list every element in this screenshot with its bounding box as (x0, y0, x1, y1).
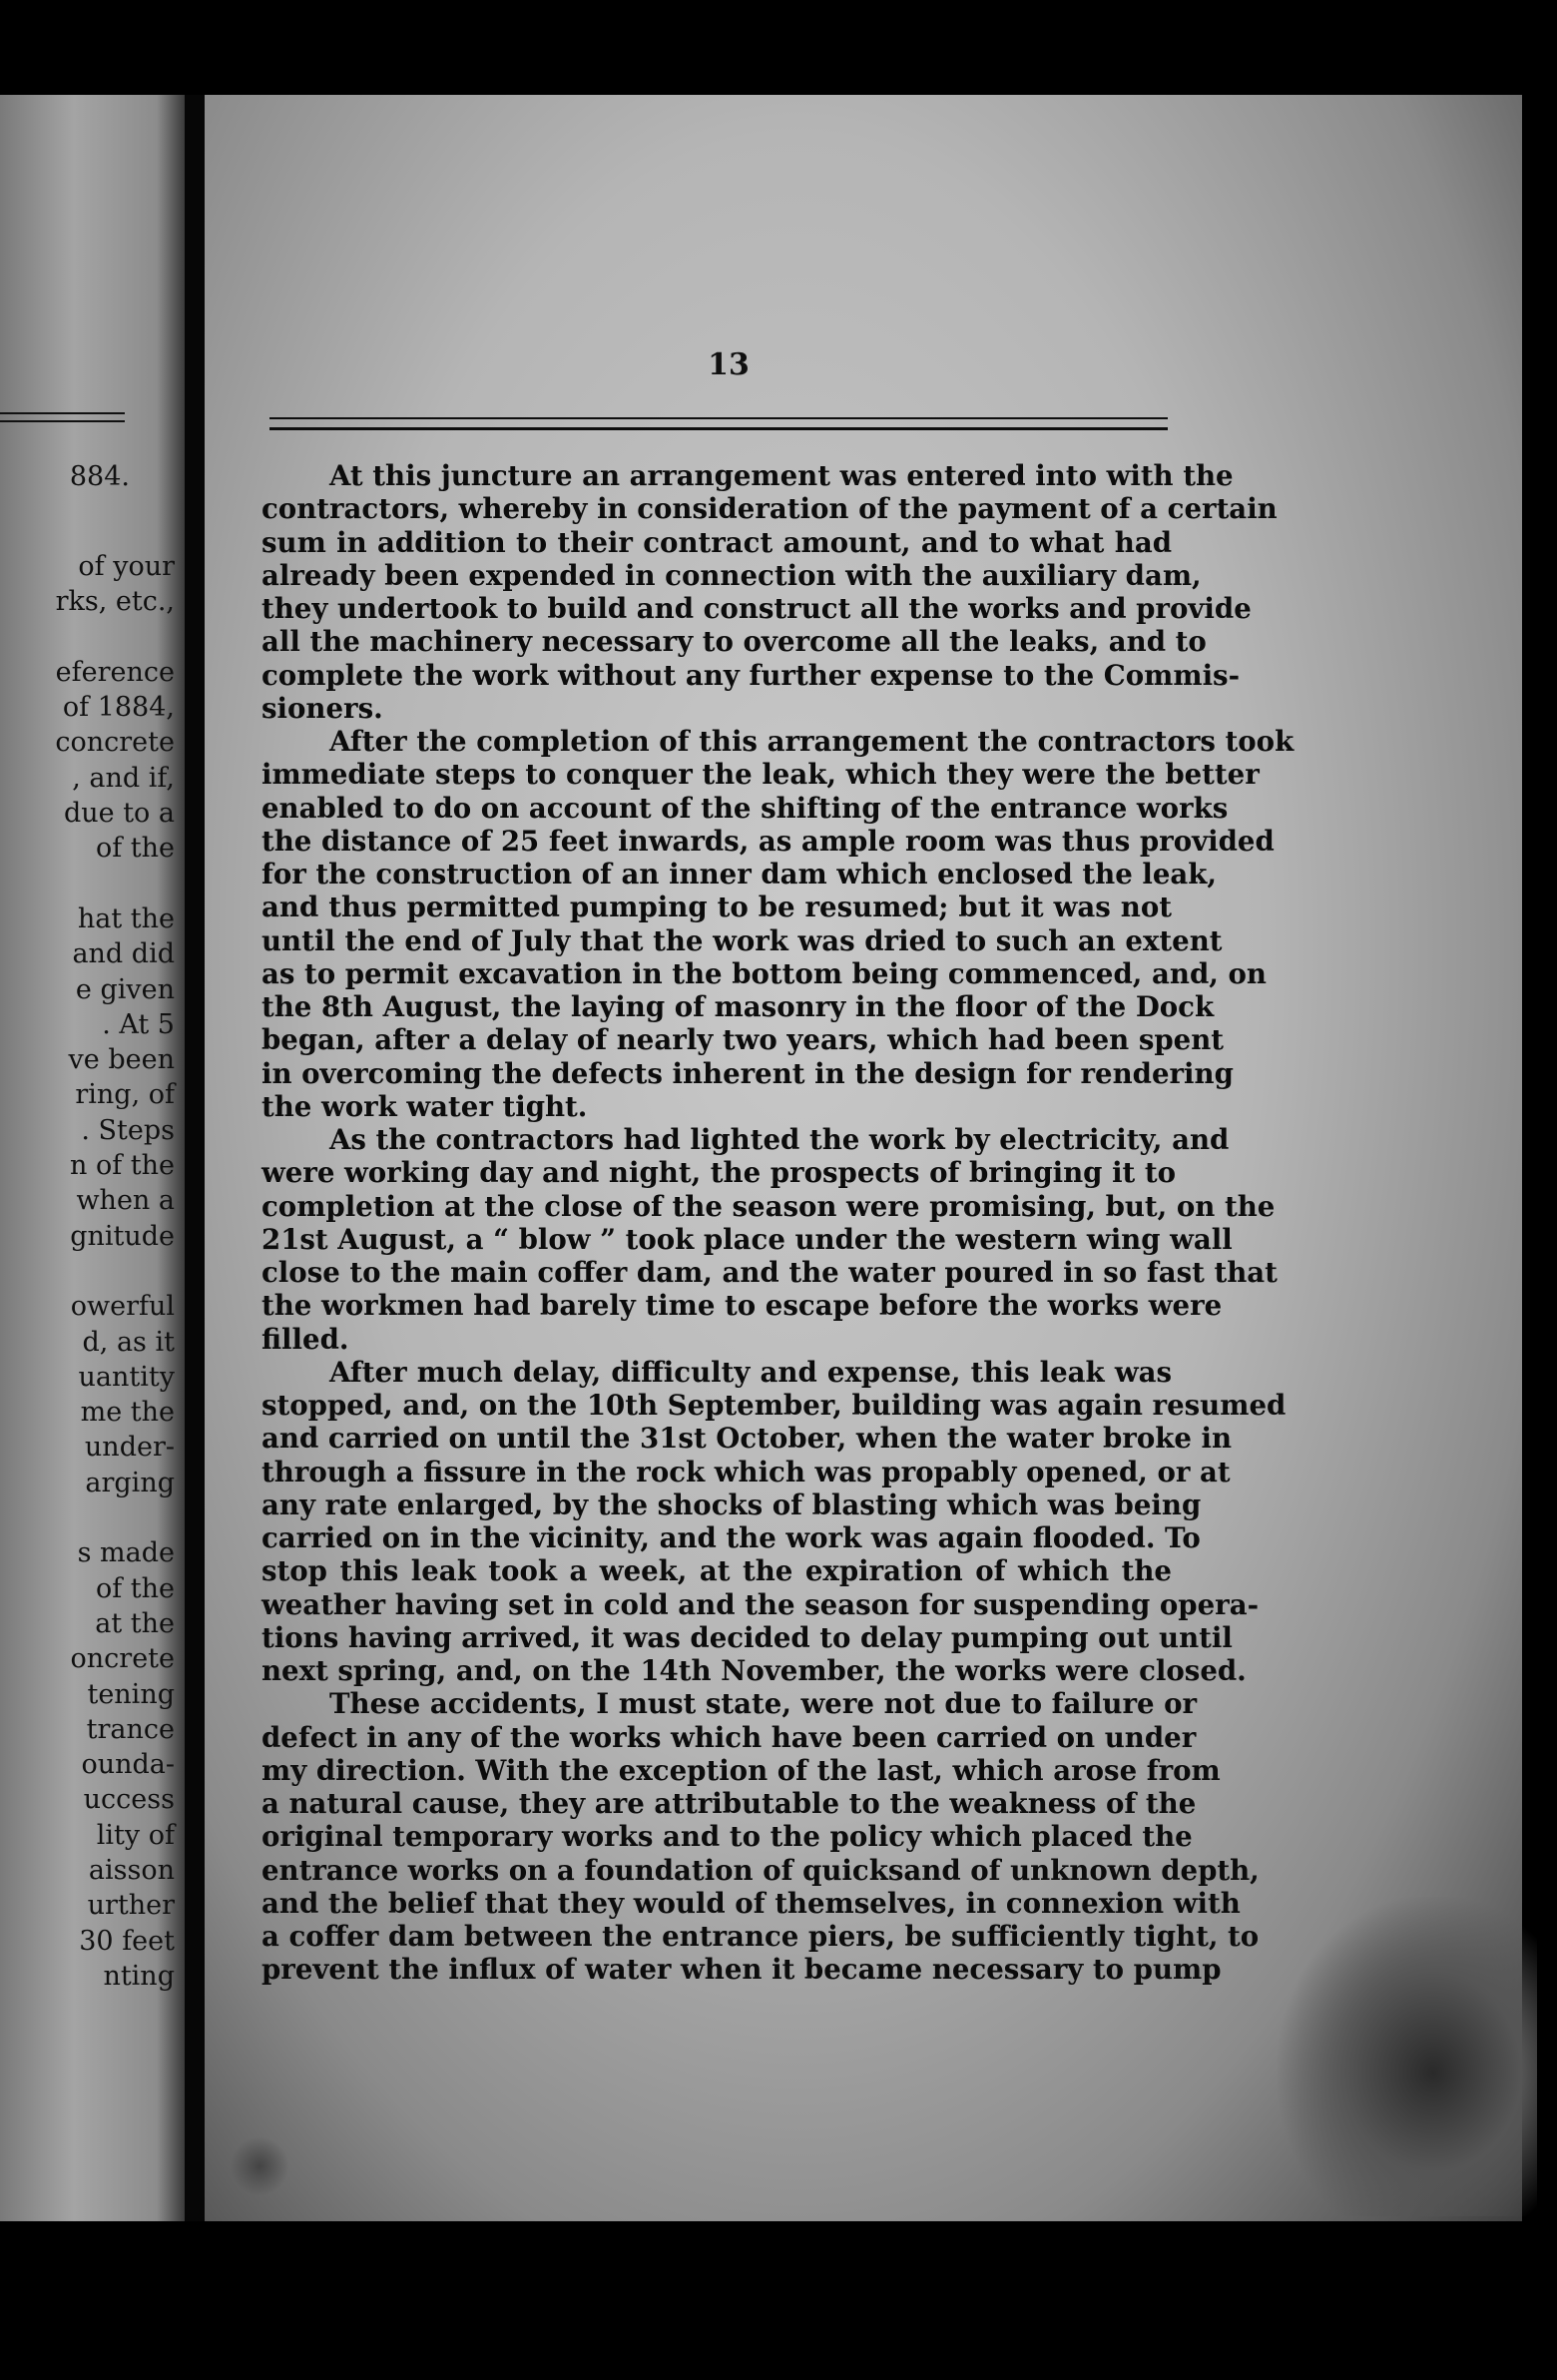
text-line: completion at the close of the season were promising, but, on the (261, 1189, 1276, 1223)
text-line: began, after a delay of nearly two years, which had been spent (261, 1023, 1225, 1057)
page-stain (230, 2136, 289, 2196)
left-page-line: lity of (96, 1819, 175, 1851)
left-page-line: due to a (63, 798, 175, 830)
left-page-line (0, 1500, 175, 1535)
text-line: a coffer dam between the entrance piers, be sufficiently tight, to (261, 1920, 1260, 1953)
left-page-line: 30 feet (79, 1925, 175, 1957)
left-page-line: rks, etc., (55, 586, 175, 618)
left-page-line: of 1884, (62, 692, 175, 724)
left-page-line: nting (103, 1960, 175, 1992)
left-page-line: oncrete (70, 1643, 175, 1675)
left-page-line: arging (85, 1467, 175, 1498)
page-number: 13 (708, 347, 750, 382)
left-page-line: owerful (70, 1291, 175, 1323)
left-page-line: trance (86, 1713, 175, 1745)
left-page-line: under- (84, 1432, 175, 1464)
text-line: through a fissure in the rock which was propably opened, or at (261, 1455, 1231, 1488)
text-line: as to permit excavation in the bottom being commenced, and, on (261, 956, 1267, 990)
left-page-line: ring, of (75, 1079, 175, 1111)
text-line: sioners. (261, 691, 383, 725)
text-line: close to the main coffer dam, and the water poured in so fast that (261, 1256, 1278, 1289)
left-page-line: uantity (78, 1361, 175, 1393)
text-line: As the contractors had lighted the work by electricity, and (329, 1123, 1230, 1156)
left-page-line: and did (72, 938, 175, 970)
text-line: in overcoming the defects inherent in the design for rendering (261, 1056, 1234, 1090)
text-line: they undertook to build and construct all the works and provide (261, 592, 1252, 625)
text-line: These accidents, I must state, were not due to failure or (329, 1687, 1198, 1721)
text-line: defect in any of the works which have been carried on under (261, 1720, 1197, 1754)
text-line: After much delay, difficulty and expense, this leak was (329, 1355, 1172, 1389)
left-page-line: uccess (83, 1784, 175, 1816)
text-line: my direction. With the exception of the last, which arose from (261, 1753, 1221, 1787)
text-line: and thus permitted pumping to be resumed; but it was not (261, 891, 1172, 924)
text-line: filled. (261, 1322, 349, 1356)
text-line: carried on in the vicinity, and the work was again flooded. To (261, 1521, 1201, 1554)
text-line: stop this leak took a week, at the expiration of which the (261, 1554, 1172, 1588)
left-page-line: s made (77, 1537, 175, 1569)
text-line: all the machinery necessary to overcome all the leaks, and to (261, 625, 1207, 659)
text-line: After the completion of this arrangement the contractors took (329, 725, 1295, 758)
text-line: next spring, and, on the 14th November, the works were closed. (261, 1654, 1247, 1687)
text-line: prevent the influx of water when it became necessary to pump (261, 1953, 1222, 1987)
left-page-line: concrete (55, 727, 175, 759)
text-line: immediate steps to conquer the leak, which they were the better (261, 758, 1260, 792)
text-line: tions having arrived, it was decided to delay pumping out until (261, 1620, 1233, 1654)
text-line: At this juncture an arrangement was entered into with the (329, 459, 1234, 492)
left-page-line: ve been (68, 1044, 175, 1076)
left-page-line: eference (55, 656, 175, 688)
left-page-line: , and if, (72, 762, 175, 794)
header-rule (269, 417, 1168, 430)
text-line: original temporary works and to the policy which placed the (261, 1820, 1193, 1854)
left-page-line: at the (95, 1607, 175, 1639)
left-page-line: n of the (69, 1150, 175, 1182)
text-line: a natural cause, they are attributable to the weakness of the (261, 1787, 1197, 1820)
left-page-line: gnitude (70, 1220, 175, 1252)
left-page-line: d, as it (82, 1326, 175, 1358)
text-line: 21st August, a “ blow ” took place under the western wing wall (261, 1222, 1233, 1256)
left-page-line: 884. (69, 461, 130, 492)
text-line: and the belief that they would of themselves, in connexion with (261, 1886, 1241, 1920)
left-page-text (0, 461, 175, 1994)
text-line: already been expended in connection with the auxiliary dam, (261, 558, 1202, 592)
left-page-line: e given (75, 973, 175, 1005)
left-page-line (0, 1254, 175, 1289)
text-line: until the end of July that the work was dried to such an extent (261, 923, 1223, 957)
text-line: were working day and night, the prospects of bringing it to (261, 1156, 1177, 1190)
body-text (261, 459, 1295, 1987)
left-page-line (0, 867, 175, 901)
text-line: weather having set in cold and the season for suspending opera- (261, 1587, 1260, 1621)
left-page-line: of the (95, 1572, 175, 1604)
book-spine (185, 95, 205, 2221)
text-line: sum in addition to their contract amount, and to what had (261, 525, 1172, 559)
text-line: for the construction of an inner dam which enclosed the leak, (261, 858, 1218, 891)
text-line: the 8th August, the laying of masonry in the floor of the Dock (261, 990, 1215, 1023)
text-line: and carried on until the 31st October, when the water broke in (261, 1422, 1233, 1456)
text-line: any rate enlarged, by the shocks of blasting which was being (261, 1488, 1202, 1521)
left-page-line: of your (78, 551, 175, 582)
text-line: complete the work without any further expense to the Commis- (261, 658, 1241, 692)
left-page-fragment (0, 95, 185, 2221)
page-stain (1278, 1897, 1537, 2216)
text-line: enabled to do on account of the shifting of the entrance works (261, 791, 1229, 825)
text-line: stopped, and, on the 10th September, building was again resumed (261, 1389, 1287, 1422)
left-page-line: of the (95, 833, 175, 865)
left-page-line: urther (87, 1890, 175, 1922)
left-header-rule (0, 412, 125, 422)
text-line: the work water tight. (261, 1089, 588, 1123)
left-page-line: when a (76, 1185, 175, 1217)
text-line: entrance works on a foundation of quicksand of unknown depth, (261, 1853, 1260, 1887)
left-page-line: . At 5 (102, 1008, 175, 1040)
text-line: the workmen had barely time to escape before the works were (261, 1289, 1223, 1323)
left-page-line: aisson (88, 1854, 175, 1886)
left-page-line: . Steps (81, 1114, 175, 1146)
left-page-line: me the (80, 1397, 175, 1429)
left-page-line (0, 620, 175, 655)
left-page-line: ounda- (81, 1749, 175, 1781)
left-page-line: tening (87, 1678, 175, 1710)
text-line: contractors, whereby in consideration of the payment of a certain (261, 492, 1278, 526)
left-page-line: hat the (77, 902, 175, 934)
text-line: the distance of 25 feet inwards, as ample room was thus provided (261, 824, 1275, 858)
